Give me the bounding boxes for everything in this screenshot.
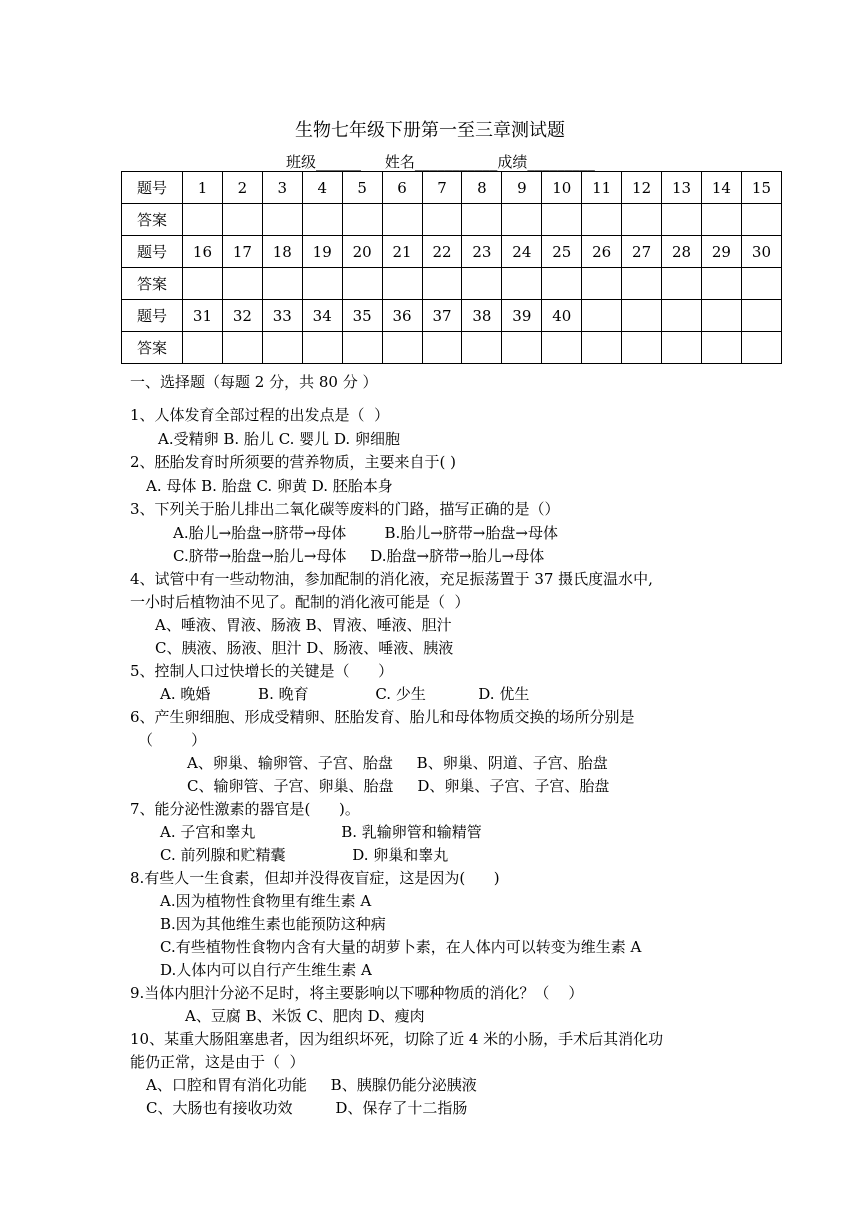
question-number-cell: 29 bbox=[701, 236, 741, 268]
answer-cell[interactable] bbox=[262, 268, 302, 300]
question-number-cell: 12 bbox=[622, 172, 662, 204]
answer-cell[interactable] bbox=[662, 204, 702, 236]
answer-cell[interactable] bbox=[502, 332, 542, 364]
answer-cell[interactable] bbox=[262, 332, 302, 364]
question-line: 能仍正常，这是由于（ ） bbox=[130, 1053, 305, 1071]
question-line: A.因为植物性食物里有维生素 A bbox=[160, 892, 372, 910]
question-line: A. 母体 B. 胎盘 C. 卵黄 D. 胚胎本身 bbox=[146, 477, 393, 495]
question-line: 一小时后植物油不见了。配制的消化液可能是（ ） bbox=[130, 593, 470, 611]
score-blank: _________ bbox=[527, 153, 595, 171]
answer-cell[interactable] bbox=[302, 332, 342, 364]
answer-cell[interactable] bbox=[542, 268, 582, 300]
question-line: 4、试管中有一些动物油，参加配制的消化液，充足振荡置于 37 摄氏度温水中, bbox=[130, 570, 653, 588]
row-label-answer: 答案 bbox=[122, 204, 183, 236]
question-number-cell bbox=[701, 300, 741, 332]
question-number-cell: 40 bbox=[542, 300, 582, 332]
student-info-line bbox=[286, 151, 595, 172]
answer-cell[interactable] bbox=[342, 332, 382, 364]
answer-cell[interactable] bbox=[542, 204, 582, 236]
question-line: D.人体内可以自行产生维生素 A bbox=[160, 961, 372, 979]
row-label-question: 题号 bbox=[122, 236, 183, 268]
question-number-cell: 3 bbox=[262, 172, 302, 204]
question-number-cell: 27 bbox=[622, 236, 662, 268]
question-number-cell: 39 bbox=[502, 300, 542, 332]
question-line: A、唾液、胃液、肠液 B、胃液、唾液、胆汁 bbox=[155, 616, 452, 634]
question-number-cell: 30 bbox=[741, 236, 781, 268]
question-number-cell: 4 bbox=[302, 172, 342, 204]
question-number-cell: 13 bbox=[662, 172, 702, 204]
class-blank: ______ bbox=[316, 153, 362, 171]
question-number-cell: 9 bbox=[502, 172, 542, 204]
answer-cell[interactable] bbox=[222, 268, 262, 300]
question-number-cell: 33 bbox=[262, 300, 302, 332]
answer-cell[interactable] bbox=[262, 204, 302, 236]
question-line: C.有些植物性食物内含有大量的胡萝卜素，在人体内可以转变为维生素 A bbox=[160, 938, 642, 956]
answer-cell[interactable] bbox=[502, 268, 542, 300]
question-number-cell: 26 bbox=[582, 236, 622, 268]
question-number-cell: 35 bbox=[342, 300, 382, 332]
question-line: A. 晚婚 B. 晚育 C. 少生 D. 优生 bbox=[160, 685, 530, 703]
question-line: C、输卵管、子宫、卵巢、胎盘 D、卵巢、子宫、子宫、胎盘 bbox=[187, 777, 610, 795]
question-number-cell: 25 bbox=[542, 236, 582, 268]
answer-cell[interactable] bbox=[701, 268, 741, 300]
question-line: 7、能分泌性激素的器官是( )。 bbox=[130, 800, 360, 818]
question-number-cell: 6 bbox=[382, 172, 422, 204]
page-title: 生物七年级下册第一至三章测试题 bbox=[295, 120, 565, 141]
question-number-cell bbox=[622, 300, 662, 332]
question-line: A、豆腐 B、米饭 C、肥肉 D、瘦肉 bbox=[185, 1007, 425, 1025]
question-line: C、大肠也有接收功效 D、保存了十二指肠 bbox=[146, 1099, 468, 1117]
question-number-cell: 1 bbox=[183, 172, 223, 204]
question-number-cell bbox=[662, 300, 702, 332]
question-line: 2、胚胎发育时所须要的营养物质，主要来自于( ) bbox=[130, 453, 457, 471]
row-label-answer: 答案 bbox=[122, 268, 183, 300]
question-line: C、胰液、肠液、胆汁 D、肠液、唾液、胰液 bbox=[155, 639, 454, 657]
answer-cell[interactable] bbox=[222, 332, 262, 364]
question-number-cell: 28 bbox=[662, 236, 702, 268]
answer-cell[interactable] bbox=[741, 332, 781, 364]
question-line: 3、下列关于胎儿排出二氧化碳等废料的门路，描写正确的是（） bbox=[130, 500, 560, 518]
question-number-cell: 23 bbox=[462, 236, 502, 268]
question-number-cell: 2 bbox=[222, 172, 262, 204]
answer-cell[interactable] bbox=[382, 268, 422, 300]
question-line: A.胎儿→胎盘→脐带→母体 B.胎儿→脐带→胎盘→母体 bbox=[173, 524, 558, 542]
answer-cell[interactable] bbox=[462, 268, 502, 300]
question-number-cell: 7 bbox=[422, 172, 462, 204]
question-line: （ ） bbox=[138, 731, 207, 749]
answer-cell[interactable] bbox=[542, 332, 582, 364]
question-line: C.脐带→胎盘→胎儿→母体 D.胎盘→脐带→胎儿→母体 bbox=[173, 547, 545, 565]
question-number-cell: 15 bbox=[741, 172, 781, 204]
question-line: 6、产生卵细胞、形成受精卵、胚胎发育、胎儿和母体物质交换的场所分别是 bbox=[130, 708, 635, 726]
question-line: 5、控制人口过快增长的关键是（ ） bbox=[130, 662, 394, 680]
question-number-cell: 34 bbox=[302, 300, 342, 332]
question-line: A、卵巢、输卵管、子宫、胎盘 B、卵巢、阴道、子宫、胎盘 bbox=[187, 754, 608, 772]
answer-cell[interactable] bbox=[382, 332, 422, 364]
question-line: C. 前列腺和贮精囊 D. 卵巢和睾丸 bbox=[160, 846, 449, 864]
question-number-cell bbox=[582, 300, 622, 332]
question-number-cell: 8 bbox=[462, 172, 502, 204]
answer-row bbox=[122, 332, 782, 364]
answer-cell[interactable] bbox=[462, 204, 502, 236]
question-line: 一、选择题（每题 2 分，共 80 分 ） bbox=[130, 373, 378, 391]
question-line: 8.有些人一生食素，但却并没得夜盲症，这是因为( ) bbox=[130, 869, 500, 887]
question-number-cell: 19 bbox=[302, 236, 342, 268]
answer-cell[interactable] bbox=[422, 332, 462, 364]
row-label-answer: 答案 bbox=[122, 332, 183, 364]
question-number-cell: 10 bbox=[542, 172, 582, 204]
question-line: A.受精卵 B. 胎儿 C. 婴儿 D. 卵细胞 bbox=[158, 430, 400, 448]
question-line: A、口腔和胃有消化功能 B、胰腺仍能分泌胰液 bbox=[146, 1076, 477, 1094]
row-label-question: 题号 bbox=[122, 300, 183, 332]
question-number-cell: 31 bbox=[183, 300, 223, 332]
question-number-cell: 11 bbox=[582, 172, 622, 204]
answer-cell[interactable] bbox=[302, 204, 342, 236]
question-number-row bbox=[122, 236, 782, 268]
answer-row bbox=[122, 268, 782, 300]
class-label: 班级 bbox=[286, 153, 317, 171]
answer-cell[interactable] bbox=[662, 268, 702, 300]
answer-cell[interactable] bbox=[342, 268, 382, 300]
answer-cell[interactable] bbox=[741, 268, 781, 300]
answer-cell[interactable] bbox=[622, 204, 662, 236]
question-number-cell: 20 bbox=[342, 236, 382, 268]
row-label-question: 题号 bbox=[122, 172, 183, 204]
answer-cell[interactable] bbox=[302, 268, 342, 300]
question-number-cell: 24 bbox=[502, 236, 542, 268]
answer-cell[interactable] bbox=[183, 332, 223, 364]
answer-cell[interactable] bbox=[582, 268, 622, 300]
answer-cell[interactable] bbox=[701, 332, 741, 364]
answer-cell[interactable] bbox=[502, 204, 542, 236]
question-line: B.因为其他维生素也能预防这种病 bbox=[160, 915, 386, 933]
answer-cell[interactable] bbox=[342, 204, 382, 236]
answer-cell[interactable] bbox=[183, 204, 223, 236]
answer-table bbox=[121, 171, 782, 364]
name-label: 姓名 bbox=[384, 153, 415, 171]
question-number-cell: 22 bbox=[422, 236, 462, 268]
answer-cell[interactable] bbox=[701, 204, 741, 236]
answer-cell[interactable] bbox=[422, 268, 462, 300]
question-number-cell: 18 bbox=[262, 236, 302, 268]
score-label: 成绩 bbox=[497, 153, 528, 171]
answer-cell[interactable] bbox=[582, 204, 622, 236]
answer-cell[interactable] bbox=[462, 332, 502, 364]
answer-cell[interactable] bbox=[741, 204, 781, 236]
question-line: 1、人体发育全部过程的出发点是（ ） bbox=[130, 406, 390, 424]
question-number-cell: 32 bbox=[222, 300, 262, 332]
question-number-cell: 36 bbox=[382, 300, 422, 332]
question-line: 10、某重大肠阻塞患者，因为组织坏死，切除了近 4 米的小肠，手术后其消化功 bbox=[130, 1030, 664, 1048]
question-number-cell: 38 bbox=[462, 300, 502, 332]
question-line: 9.当体内胆汁分泌不足时，将主要影响以下哪种物质的消化？（ ） bbox=[130, 984, 584, 1002]
question-number-cell: 5 bbox=[342, 172, 382, 204]
question-number-cell: 37 bbox=[422, 300, 462, 332]
answer-cell[interactable] bbox=[622, 332, 662, 364]
answer-cell[interactable] bbox=[422, 204, 462, 236]
answer-cell[interactable] bbox=[622, 268, 662, 300]
question-line: A. 子宫和睾丸 B. 乳输卵管和输精管 bbox=[160, 823, 482, 841]
answer-cell[interactable] bbox=[222, 204, 262, 236]
question-number-cell: 17 bbox=[222, 236, 262, 268]
answer-cell[interactable] bbox=[382, 204, 422, 236]
question-number-cell bbox=[741, 300, 781, 332]
question-number-cell: 21 bbox=[382, 236, 422, 268]
question-number-row bbox=[122, 300, 782, 332]
answer-row bbox=[122, 204, 782, 236]
question-number-cell: 14 bbox=[701, 172, 741, 204]
question-number-cell: 16 bbox=[183, 236, 223, 268]
answer-cell[interactable] bbox=[183, 268, 223, 300]
answer-cell[interactable] bbox=[582, 332, 622, 364]
answer-cell[interactable] bbox=[662, 332, 702, 364]
name-blank: ___________ bbox=[414, 153, 498, 171]
question-number-row bbox=[122, 172, 782, 204]
